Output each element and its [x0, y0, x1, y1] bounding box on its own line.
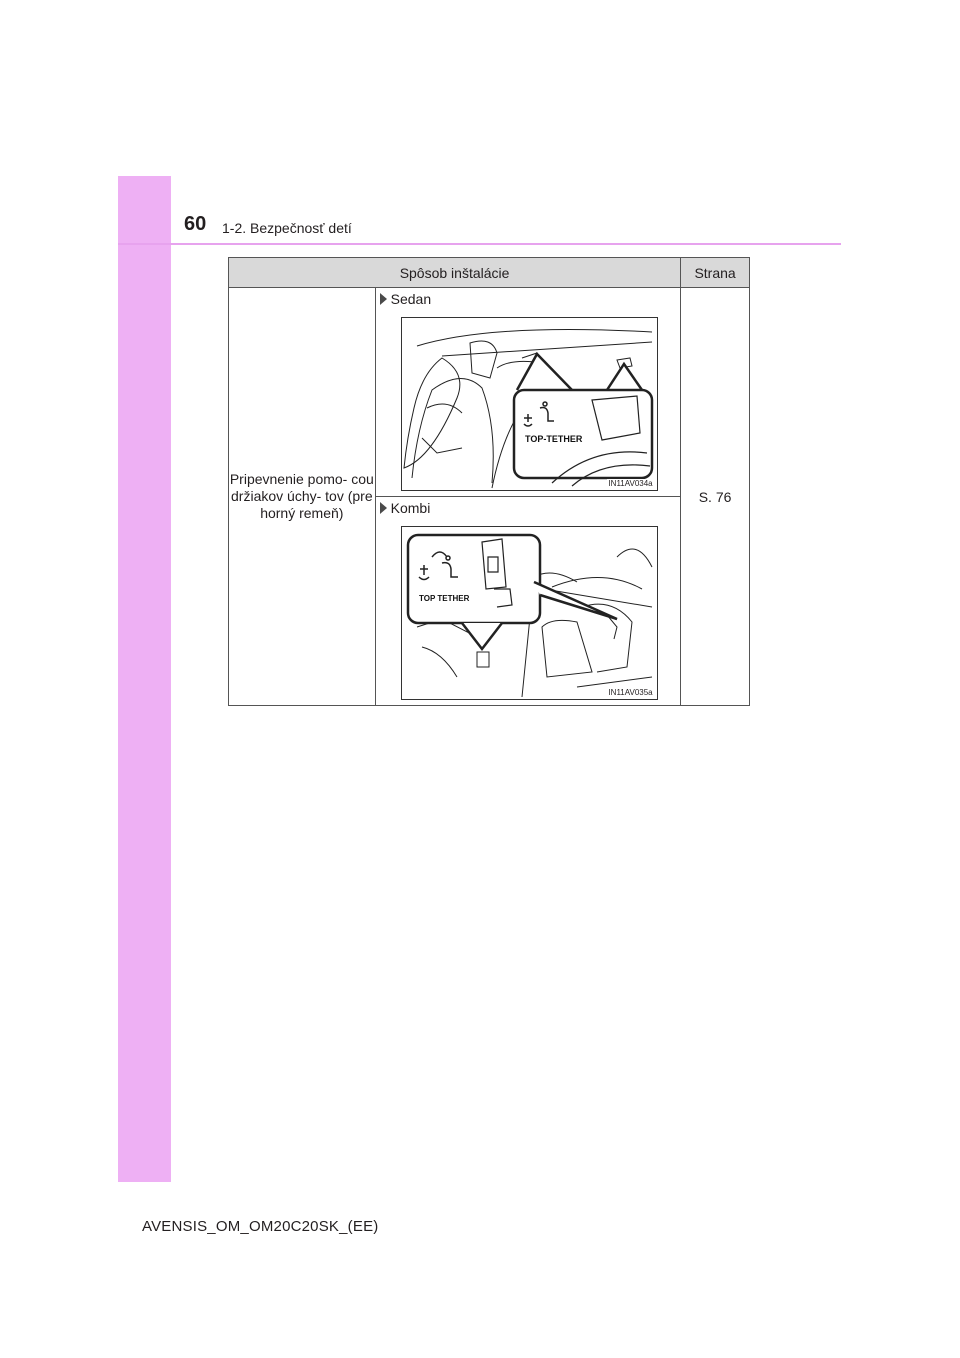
variant-label-text: Kombi [390, 500, 431, 516]
sedan-illustration [401, 317, 658, 491]
kombi-drawing [402, 527, 657, 699]
column-header-method: Spôsob inštalácie [229, 258, 681, 288]
installation-table [228, 257, 750, 706]
sedan-badge-text: TOP-TETHER [524, 434, 582, 444]
section-title: 1-2. Bezpečnosť detí [222, 220, 352, 236]
variant-label-text: Sedan [390, 291, 432, 307]
kombi-illustration [401, 526, 658, 700]
document-id: AVENSIS_OM_OM20C20SK_(EE) [142, 1218, 379, 1235]
method-cell: Pripevnenie pomo- cou držiakov úchy- tov (pre horný remeň) [229, 288, 376, 706]
page-number: 60 [184, 213, 207, 235]
triangle-bullet-icon [380, 293, 387, 305]
figure-code-sedan: IN11AV034a [608, 479, 653, 488]
triangle-bullet-icon [380, 502, 387, 514]
table-header-row [229, 258, 750, 288]
table-row [229, 288, 750, 497]
variant-label-kombi [380, 500, 431, 516]
variant-cell-sedan [375, 288, 680, 497]
figure-code-kombi: IN11AV035a [608, 688, 653, 697]
page-reference: S. 76 [681, 288, 750, 706]
header-rule [118, 243, 841, 245]
variant-label-sedan [380, 291, 431, 307]
side-color-strip [118, 176, 171, 1182]
kombi-badge-text: TOP TETHER [418, 594, 470, 603]
variant-cell-kombi [375, 497, 680, 706]
sedan-drawing [402, 318, 657, 490]
column-header-page: Strana [681, 258, 750, 288]
